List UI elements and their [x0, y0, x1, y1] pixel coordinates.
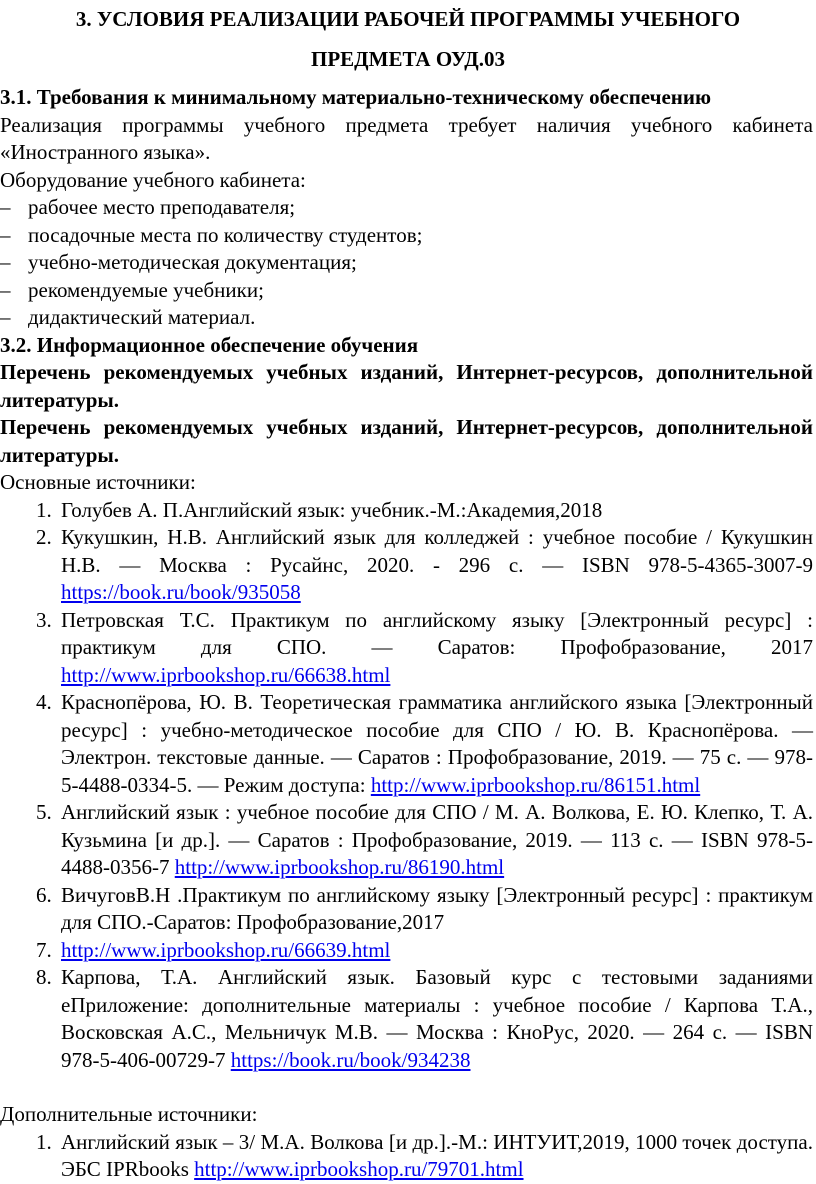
reference-text: ВичуговВ.Н .Практикум по английскому языку [Электронный ресурс] : практикум для СПО.-Саратов: Профобразование,2017	[61, 882, 813, 934]
spacer	[0, 1074, 816, 1101]
reference-item	[0, 937, 816, 965]
reference-link[interactable]: https://book.ru/book/934238	[230, 1047, 471, 1072]
reference-link[interactable]: http://www.iprbookshop.ru/66639.html	[61, 937, 391, 962]
reference-text: Краснопёрова, Ю. В. Теоретическая грамматика английского языка [Электронный ресурс] : учебно-методическое пособие для СПО / Ю. В. Краснопёрова. — Электрон. текстовые данные. — Саратов : Профобразование, 2019. — 75 с. — 978-5-4488-0334-5. — Режим доступа:	[61, 690, 813, 797]
reference-number: 6.	[36, 882, 52, 907]
equipment-item-text: учебно-методическая документация;	[28, 250, 357, 274]
section-3-1-title: 3.1. Требования к минимальному материально-техническому обеспечению	[0, 85, 712, 109]
equipment-item	[0, 277, 816, 305]
reference-number: 8.	[36, 965, 52, 989]
reference-item	[0, 524, 816, 607]
chapter-title-line1: 3. УСЛОВИЯ РЕАЛИЗАЦИИ РАБОЧЕЙ ПРОГРАММЫ УЧЕБНОГО	[75, 7, 741, 31]
additional-sources-label: Дополнительные источники:	[0, 1102, 258, 1126]
reference-item	[0, 497, 816, 525]
equipment-label: Оборудование учебного кабинета:	[0, 167, 306, 192]
reference-item	[0, 1129, 816, 1184]
reference-number: 2.	[36, 525, 52, 549]
reference-item	[0, 607, 816, 690]
equipment-item-text: посадочные места по количеству студентов;	[28, 222, 423, 247]
section-3-1-paragraph: Реализация программы учебного предмета требует наличия учебного кабинета «Иностранного языка».	[0, 112, 813, 164]
chapter-title-line2: ПРЕДМЕТА ОУД.03	[311, 47, 505, 71]
reference-link[interactable]: https://book.ru/book/935058	[61, 580, 301, 604]
reference-text: Английский язык – 3/ М.А. Волкова [и др.].-М.: ИНТУИТ,2019, 1000 точек доступа. ЭБС IPRbooks	[61, 1129, 813, 1181]
reference-link[interactable]: http://www.iprbookshop.ru/86151.html	[370, 772, 701, 797]
reference-item	[0, 799, 816, 882]
dash-marker: –	[0, 195, 11, 219]
list-heading: Перечень рекомендуемых учебных изданий, Интернет-ресурсов, дополнительной литературы.	[0, 360, 813, 412]
reference-text: Английский язык : учебное пособие для СПО / М. А. Волкова, Е. Ю. Клепко, Т. А. Кузьмина [и др.]. — Саратов : Профобразование, 2019. — 113 c. — ISBN 978-5-4488-0356-7	[61, 800, 813, 879]
reference-number: 1.	[36, 1129, 52, 1154]
reference-text: Петровская Т.С. Практикум по английскому языку [Электронный ресурс] : практикум для СПО. — Саратов: Профобразование, 2017	[61, 607, 813, 659]
reference-text: Голубев А. П.Английский язык: учебник.-М.:Академия,2018	[61, 497, 603, 522]
reference-item	[0, 882, 816, 937]
equipment-item-text: дидактический материал.	[28, 305, 256, 329]
list-heading-repeat: Перечень рекомендуемых учебных изданий, Интернет-ресурсов, дополнительной литературы.	[0, 415, 813, 467]
equipment-item	[0, 194, 816, 222]
reference-link[interactable]: http://www.iprbookshop.ru/79701.html	[194, 1157, 524, 1181]
dash-marker: –	[0, 250, 11, 274]
equipment-item	[0, 249, 816, 277]
main-sources-list	[0, 497, 816, 1075]
equipment-item	[0, 304, 816, 332]
equipment-item-text: рекомендуемые учебники;	[28, 277, 264, 302]
reference-link[interactable]: http://www.iprbookshop.ru/66638.html	[61, 662, 391, 687]
reference-number: 1.	[36, 497, 52, 522]
reference-link[interactable]: http://www.iprbookshop.ru/86190.html	[174, 855, 505, 879]
reference-item	[0, 689, 816, 799]
reference-number: 5.	[36, 800, 52, 824]
dash-marker: –	[0, 305, 11, 329]
reference-number: 7.	[36, 937, 52, 962]
reference-text: Карпова, Т.А. Английский язык. Базовый курс с тестовыми заданиями еПриложение: дополнительные материалы : учебное пособие / Карпова Т.А., Восковская А.С., Мельничук М.В. — Москва : КноРус, 2020. — 264 с. — ISBN 978-5-406-00729-7	[61, 965, 813, 1072]
dash-marker: –	[0, 222, 11, 247]
dash-marker: –	[0, 277, 11, 302]
reference-item	[0, 964, 816, 1074]
reference-number: 3.	[36, 607, 52, 632]
additional-sources-list	[0, 1129, 816, 1184]
equipment-item	[0, 222, 816, 250]
main-sources-label: Основные источники:	[0, 470, 196, 494]
reference-text: Кукушкин, Н.В. Английский язык для колледжей : учебное пособие / Кукушкин Н.В. — Москва : Русайнс, 2020. - 296 с. — ISBN 978-5-4365-3007-9	[61, 525, 813, 577]
reference-number: 4.	[36, 690, 52, 714]
section-3-2-title: 3.2. Информационное обеспечение обучения	[0, 332, 419, 357]
equipment-item-text: рабочее место преподавателя;	[28, 195, 296, 219]
